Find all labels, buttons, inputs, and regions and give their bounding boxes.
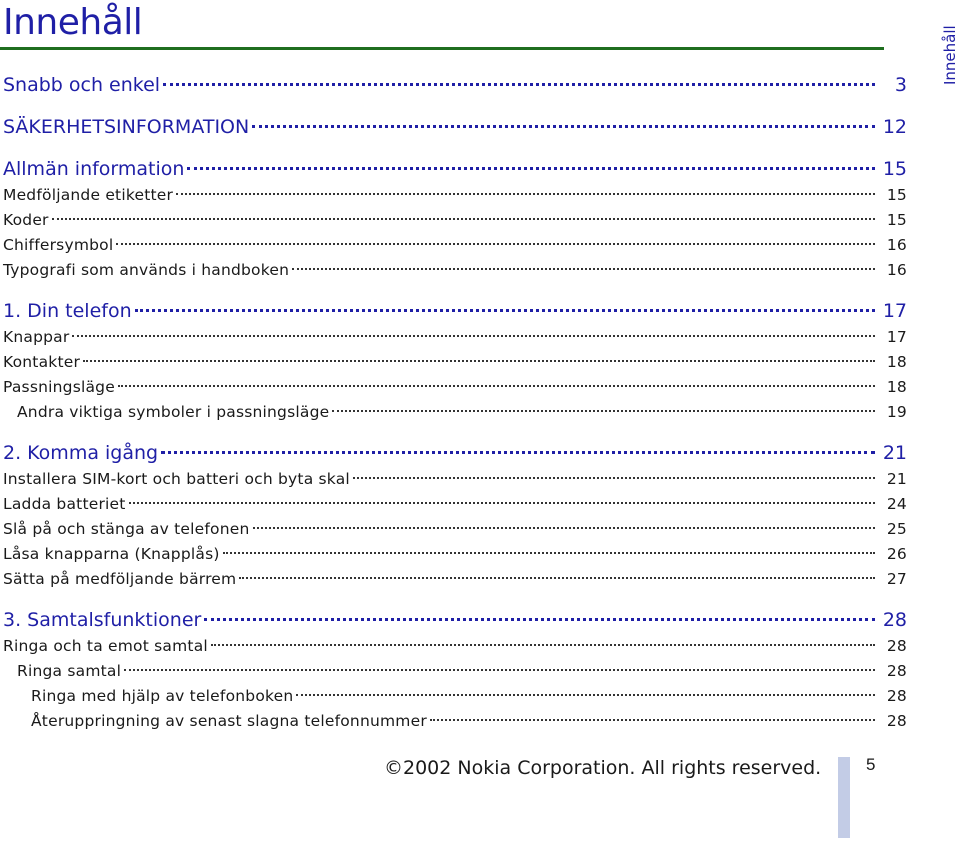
- toc-page-number: 25: [886, 520, 907, 538]
- toc-entry-title: Koder: [3, 211, 49, 229]
- toc-page-number: 28: [886, 687, 907, 705]
- toc-entry-title: Återuppringning av senast slagna telefonnummer: [31, 712, 427, 730]
- toc-page-number: 18: [886, 353, 907, 371]
- toc-entry[interactable]: [3, 375, 907, 400]
- toc-page-number: 16: [886, 236, 907, 254]
- toc-page-number: 15: [886, 211, 907, 229]
- toc-page-number: 18: [886, 378, 907, 396]
- toc-entry[interactable]: [3, 567, 907, 592]
- title-divider: [0, 47, 884, 50]
- page-number: 5: [866, 755, 876, 774]
- footer-accent-bar: [838, 757, 850, 838]
- toc-entry[interactable]: [3, 709, 907, 734]
- toc-chapter[interactable]: [3, 71, 907, 99]
- toc-chapter[interactable]: [3, 155, 907, 183]
- toc-entry-title: Kontakter: [3, 353, 81, 371]
- toc-entry[interactable]: [3, 183, 907, 208]
- toc-page-number: 3: [894, 74, 907, 96]
- dot-leader: [72, 335, 875, 337]
- toc-page-number: 17: [886, 328, 907, 346]
- toc-entry-title: SÄKERHETSINFORMATION: [3, 116, 250, 138]
- toc-page-number: 15: [882, 158, 907, 180]
- dot-leader: [129, 502, 875, 504]
- dot-leader: [252, 125, 875, 128]
- toc-entry-title: Snabb och enkel: [3, 74, 161, 96]
- toc-page-number: 28: [886, 662, 907, 680]
- dot-leader: [83, 360, 875, 362]
- toc-chapter[interactable]: [3, 606, 907, 634]
- dot-leader: [52, 218, 875, 220]
- dot-leader: [239, 577, 875, 579]
- toc-entry[interactable]: [3, 634, 907, 659]
- dot-leader: [118, 385, 875, 387]
- toc-entry[interactable]: [3, 350, 907, 375]
- toc-entry-title: Typografi som används i handboken: [3, 261, 290, 279]
- dot-leader: [332, 410, 875, 412]
- toc-page-number: 26: [886, 545, 907, 563]
- dot-leader: [161, 451, 875, 454]
- toc-entry[interactable]: [3, 517, 907, 542]
- toc-page-number: 28: [886, 637, 907, 655]
- toc-entry[interactable]: [3, 659, 907, 684]
- toc-entry-title: Chiffersymbol: [3, 236, 114, 254]
- toc-page-number: 16: [886, 261, 907, 279]
- toc-page-number: 21: [886, 470, 907, 488]
- dot-leader: [187, 167, 875, 170]
- dot-leader: [204, 618, 875, 621]
- toc-entry-title: Ringa samtal: [17, 662, 122, 680]
- toc-page-number: 28: [886, 712, 907, 730]
- toc-entry-title: Sätta på medföljande bärrem: [3, 570, 237, 588]
- toc-page-number: 19: [886, 403, 907, 421]
- toc-entry[interactable]: [3, 325, 907, 350]
- toc-entry-title: 1. Din telefon: [3, 300, 132, 322]
- toc-entry-title: Ringa med hjälp av telefonboken: [31, 687, 294, 705]
- toc-entry-title: 3. Samtalsfunktioner: [3, 609, 202, 631]
- toc-entry-title: Allmän information: [3, 158, 185, 180]
- dot-leader: [116, 243, 875, 245]
- toc-entry-title: Knappar: [3, 328, 70, 346]
- toc-page-number: 27: [886, 570, 907, 588]
- table-of-contents: [3, 71, 907, 734]
- dot-leader: [211, 644, 875, 646]
- toc-entry[interactable]: [3, 258, 907, 283]
- toc-entry[interactable]: [3, 467, 907, 492]
- toc-page-number: 12: [882, 116, 907, 138]
- toc-entry-title: Ladda batteriet: [3, 495, 126, 513]
- dot-leader: [163, 83, 875, 86]
- toc-entry[interactable]: [3, 542, 907, 567]
- toc-entry[interactable]: [3, 684, 907, 709]
- dot-leader: [176, 193, 875, 195]
- dot-leader: [430, 719, 875, 721]
- dot-leader: [353, 477, 875, 479]
- dot-leader: [223, 552, 875, 554]
- toc-entry[interactable]: [3, 400, 907, 425]
- toc-entry-title: Andra viktiga symboler i passningsläge: [17, 403, 330, 421]
- dot-leader: [292, 268, 875, 270]
- toc-entry-title: Medföljande etiketter: [3, 186, 174, 204]
- toc-entry[interactable]: [3, 492, 907, 517]
- copyright-notice: ©2002 Nokia Corporation. All rights reserved.: [384, 757, 822, 779]
- toc-entry[interactable]: [3, 233, 907, 258]
- toc-page-number: 24: [886, 495, 907, 513]
- toc-page-number: 21: [882, 442, 907, 464]
- dot-leader: [296, 694, 875, 696]
- toc-entry-title: Ringa och ta emot samtal: [3, 637, 208, 655]
- toc-entry-title: 2. Komma igång: [3, 442, 159, 464]
- toc-chapter[interactable]: [3, 113, 907, 141]
- toc-page-number: 17: [882, 300, 907, 322]
- toc-entry-title: Slå på och stänga av telefonen: [3, 520, 250, 538]
- toc-page-number: 28: [882, 609, 907, 631]
- toc-chapter[interactable]: [3, 439, 907, 467]
- toc-entry-title: Installera SIM-kort och batteri och byta skal: [3, 470, 350, 488]
- toc-chapter[interactable]: [3, 297, 907, 325]
- dot-leader: [135, 309, 875, 312]
- side-tab-label: Innehåll: [941, 25, 959, 85]
- page-title: Innehåll: [3, 2, 143, 43]
- dot-leader: [253, 527, 875, 529]
- dot-leader: [124, 669, 875, 671]
- toc-entry-title: Passningsläge: [3, 378, 115, 396]
- toc-entry-title: Låsa knapparna (Knapplås): [3, 545, 220, 563]
- toc-entry[interactable]: [3, 208, 907, 233]
- toc-page-number: 15: [886, 186, 907, 204]
